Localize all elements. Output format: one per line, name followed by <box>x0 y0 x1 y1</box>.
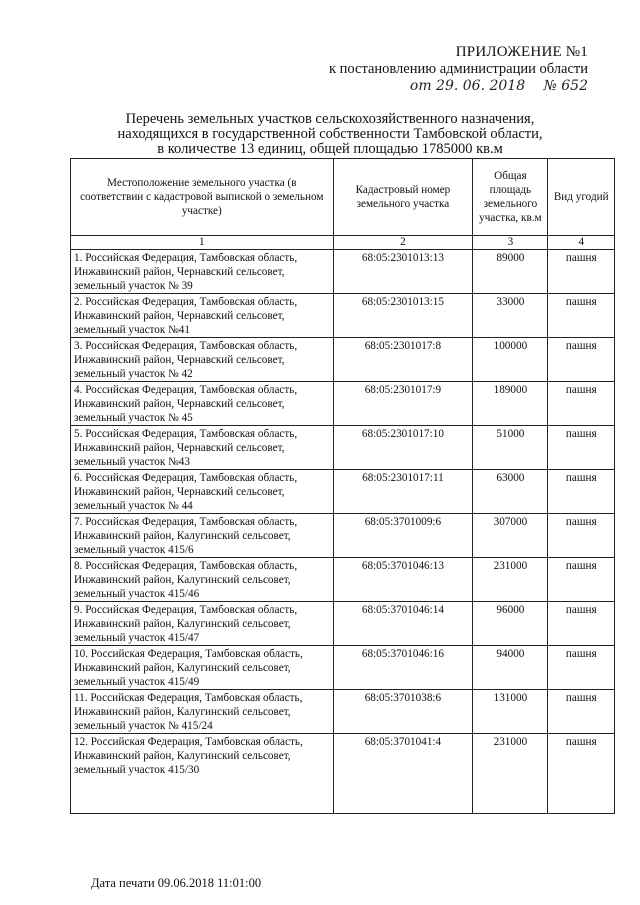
cell-cadastral: 68:05:2301017:10 <box>333 426 473 470</box>
table-row <box>71 382 615 426</box>
header-location: Местоположение земельного участка (в соответствии с кадастровой выпиской о земельном участке) <box>71 159 334 236</box>
cell-type: пашня <box>548 558 615 602</box>
cell-area: 63000 <box>473 470 548 514</box>
table-row <box>71 602 615 646</box>
appendix-title: ПРИЛОЖЕНИЕ №1 <box>455 44 588 60</box>
column-number: 2 <box>333 236 473 250</box>
cell-location: 5. Российская Федерация, Тамбовская область, Инжавинский район, Чернавский сельсовет, земельный участок №43 <box>71 426 334 470</box>
column-number: 3 <box>473 236 548 250</box>
table-row <box>71 338 615 382</box>
cell-area: 89000 <box>473 250 548 294</box>
cell-type: пашня <box>548 734 615 814</box>
document-title <box>60 112 600 157</box>
table-row <box>71 250 615 294</box>
cell-type: пашня <box>548 514 615 558</box>
table-header-row <box>71 159 615 236</box>
cell-area: 51000 <box>473 426 548 470</box>
cell-type: пашня <box>548 470 615 514</box>
print-date: Дата печати 09.06.2018 11:01:00 <box>91 876 262 890</box>
cell-area: 96000 <box>473 602 548 646</box>
cell-cadastral: 68:05:2301013:15 <box>333 294 473 338</box>
appendix-block <box>329 44 588 95</box>
cell-location: 8. Российская Федерация, Тамбовская область, Инжавинский район, Калугинский сельсовет, земельный участок 415/46 <box>71 558 334 602</box>
cell-location: 1. Российская Федерация, Тамбовская область, Инжавинский район, Чернавский сельсовет, земельный участок № 39 <box>71 250 334 294</box>
table-row <box>71 690 615 734</box>
cell-type: пашня <box>548 426 615 470</box>
cell-location: 2. Российская Федерация, Тамбовская область, Инжавинский район, Чернавский сельсовет, земельный участок №41 <box>71 294 334 338</box>
cell-cadastral: 68:05:2301013:13 <box>333 250 473 294</box>
cell-location: 9. Российская Федерация, Тамбовская область, Инжавинский район, Калугинский сельсовет, земельный участок 415/47 <box>71 602 334 646</box>
table-row <box>71 514 615 558</box>
column-number: 4 <box>548 236 615 250</box>
cell-location: 12. Российская Федерация, Тамбовская область, Инжавинский район, Калугинский сельсовет, земельный участок 415/30 <box>71 734 334 814</box>
cell-area: 189000 <box>473 382 548 426</box>
title-line-1: Перечень земельных участков сельскохозяйственного назначения, <box>125 111 535 127</box>
cell-cadastral: 68:05:2301017:11 <box>333 470 473 514</box>
cell-area: 94000 <box>473 646 548 690</box>
table-row <box>71 426 615 470</box>
cell-area: 100000 <box>473 338 548 382</box>
cell-type: пашня <box>548 382 615 426</box>
cell-cadastral: 68:05:3701046:13 <box>333 558 473 602</box>
handwritten-number: № 652 <box>543 78 588 94</box>
cell-area: 131000 <box>473 690 548 734</box>
table-row <box>71 558 615 602</box>
cell-area: 307000 <box>473 514 548 558</box>
table-body <box>71 250 615 814</box>
cell-type: пашня <box>548 250 615 294</box>
cell-location: 6. Российская Федерация, Тамбовская область, Инжавинский район, Чернавский сельсовет, земельный участок № 44 <box>71 470 334 514</box>
cell-cadastral: 68:05:3701041:4 <box>333 734 473 814</box>
column-number: 1 <box>71 236 334 250</box>
cell-area: 231000 <box>473 558 548 602</box>
cell-area: 231000 <box>473 734 548 814</box>
cell-cadastral: 68:05:2301017:9 <box>333 382 473 426</box>
cell-type: пашня <box>548 294 615 338</box>
handwritten-date: от 29. 06. 2018 <box>409 78 526 94</box>
cell-cadastral: 68:05:2301017:8 <box>333 338 473 382</box>
header-type: Вид угодий <box>548 159 615 236</box>
cell-location: 10. Российская Федерация, Тамбовская область, Инжавинский район, Калугинский сельсовет, земельный участок 415/49 <box>71 646 334 690</box>
cell-location: 4. Российская Федерация, Тамбовская область, Инжавинский район, Чернавский сельсовет, земельный участок № 45 <box>71 382 334 426</box>
cell-cadastral: 68:05:3701038:6 <box>333 690 473 734</box>
appendix-subtitle: к постановлению администрации области <box>328 61 588 77</box>
cell-cadastral: 68:05:3701046:14 <box>333 602 473 646</box>
table-row <box>71 646 615 690</box>
land-plots-table <box>70 158 615 814</box>
cell-cadastral: 68:05:3701046:16 <box>333 646 473 690</box>
header-area: Общая площадь земельного участка, кв.м <box>473 159 548 236</box>
cell-type: пашня <box>548 646 615 690</box>
cell-area: 33000 <box>473 294 548 338</box>
cell-type: пашня <box>548 690 615 734</box>
header-cadastral: Кадастровый номер земельного участка <box>333 159 473 236</box>
handwritten-resolution <box>329 78 588 95</box>
table-row <box>71 294 615 338</box>
title-line-3: в количестве 13 единиц, общей площадью 1785000 кв.м <box>157 141 503 157</box>
table-row <box>71 734 615 814</box>
cell-type: пашня <box>548 602 615 646</box>
cell-location: 11. Российская Федерация, Тамбовская область, Инжавинский район, Калугинский сельсовет, земельный участок № 415/24 <box>71 690 334 734</box>
cell-type: пашня <box>548 338 615 382</box>
cell-location: 7. Российская Федерация, Тамбовская область, Инжавинский район, Калугинский сельсовет, земельный участок 415/6 <box>71 514 334 558</box>
column-number-row <box>71 236 615 250</box>
table-row <box>71 470 615 514</box>
cell-location: 3. Российская Федерация, Тамбовская область, Инжавинский район, Чернавский сельсовет, земельный участок № 42 <box>71 338 334 382</box>
title-line-2: находящихся в государственной собственности Тамбовской области, <box>117 126 543 142</box>
cell-cadastral: 68:05:3701009:6 <box>333 514 473 558</box>
